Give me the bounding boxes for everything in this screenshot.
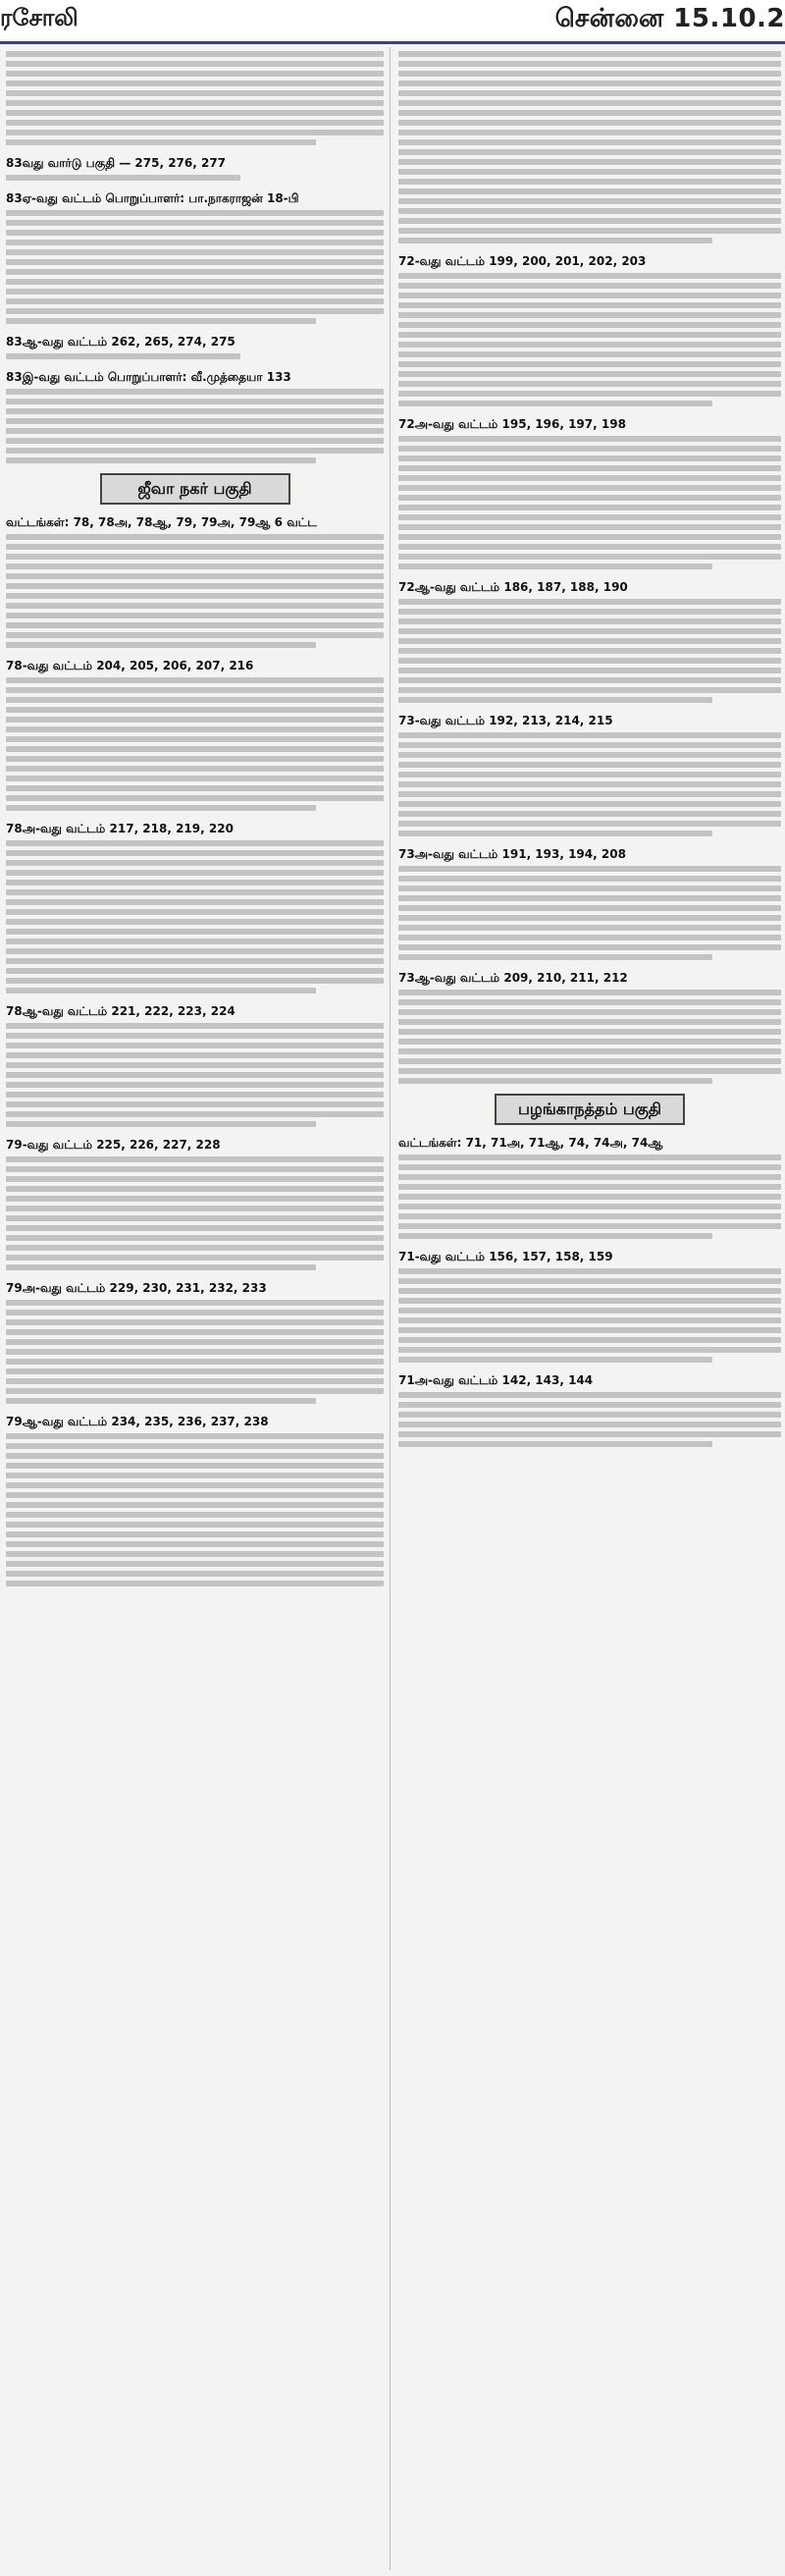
right-column — [398, 47, 781, 2572]
ward-heading: வட்டங்கள்: 78, 78அ, 78ஆ, 79, 79அ, 79ஆ 6 வட்ட — [6, 515, 317, 529]
section-banner: பழங்காநத்தம் பகுதி — [495, 1094, 685, 1125]
ward-block — [6, 658, 384, 811]
ward-heading: 79-வது வட்டம் 225, 226, 227, 228 — [6, 1138, 221, 1152]
ward-heading: 73அ-வது வட்டம் 191, 193, 194, 208 — [398, 847, 626, 861]
ward-heading: 83ஆ-வது வட்டம் 262, 265, 274, 275 — [6, 335, 236, 349]
ward-heading: 72அ-வது வட்டம் 195, 196, 197, 198 — [398, 417, 626, 431]
ward-block — [398, 416, 781, 569]
ward-heading: 71-வது வட்டம் 156, 157, 158, 159 — [398, 1250, 613, 1263]
ward-block — [6, 1137, 384, 1270]
ward-block — [6, 1280, 384, 1404]
ward-heading: 83இ-வது வட்டம் பொறுப்பாளர்: வீ.முத்தையா 133 — [6, 370, 291, 384]
ward-heading: 78-வது வட்டம் 204, 205, 206, 207, 216 — [6, 659, 254, 672]
ward-block — [398, 1135, 781, 1239]
ward-block — [6, 190, 384, 324]
ward-heading: 83ஏ-வது வட்டம் பொறுப்பாளர்: பா.நாகராஜன் 18-பி — [6, 191, 299, 205]
ward-block — [6, 155, 384, 181]
ward-heading: 78அ-வது வட்டம் 217, 218, 219, 220 — [6, 822, 234, 835]
ward-heading: 72ஆ-வது வட்டம் 186, 187, 188, 190 — [398, 580, 628, 594]
column-divider — [390, 47, 391, 2570]
ward-heading: 73-வது வட்டம் 192, 213, 214, 215 — [398, 714, 613, 727]
ward-block — [398, 970, 781, 1084]
ward-block — [6, 821, 384, 993]
ward-block — [398, 1372, 781, 1447]
masthead-date: சென்னை 15.10.2 — [554, 4, 785, 33]
ward-heading: 79அ-வது வட்டம் 229, 230, 231, 232, 233 — [6, 1281, 267, 1295]
ward-block — [6, 1414, 384, 1586]
ward-heading: 72-வது வட்டம் 199, 200, 201, 202, 203 — [398, 254, 647, 268]
ward-block — [398, 846, 781, 960]
left-column — [6, 47, 384, 2572]
section-banner: ஜீவா நகர் பகுதி — [100, 473, 290, 505]
article-block — [398, 51, 781, 243]
ward-heading: 83வது வார்டு பகுதி — 275, 276, 277 — [6, 156, 227, 170]
ward-block — [398, 713, 781, 836]
ward-block — [6, 369, 384, 463]
article-block — [6, 51, 384, 145]
ward-block — [398, 1249, 781, 1363]
ward-heading: 78ஆ-வது வட்டம் 221, 222, 223, 224 — [6, 1004, 236, 1018]
ward-heading: 73ஆ-வது வட்டம் 209, 210, 211, 212 — [398, 971, 628, 985]
ward-heading: 79ஆ-வது வட்டம் 234, 235, 236, 237, 238 — [6, 1415, 269, 1428]
ward-block — [6, 514, 384, 648]
ward-block — [6, 334, 384, 359]
ward-block — [398, 253, 781, 406]
page-header — [0, 0, 785, 44]
ward-heading: வட்டங்கள்: 71, 71அ, 71ஆ, 74, 74அ, 74ஆ — [398, 1136, 663, 1150]
ward-block — [398, 579, 781, 703]
masthead-left: ரசோலி — [0, 4, 78, 31]
ward-block — [6, 1003, 384, 1127]
ward-heading: 71அ-வது வட்டம் 142, 143, 144 — [398, 1373, 594, 1387]
